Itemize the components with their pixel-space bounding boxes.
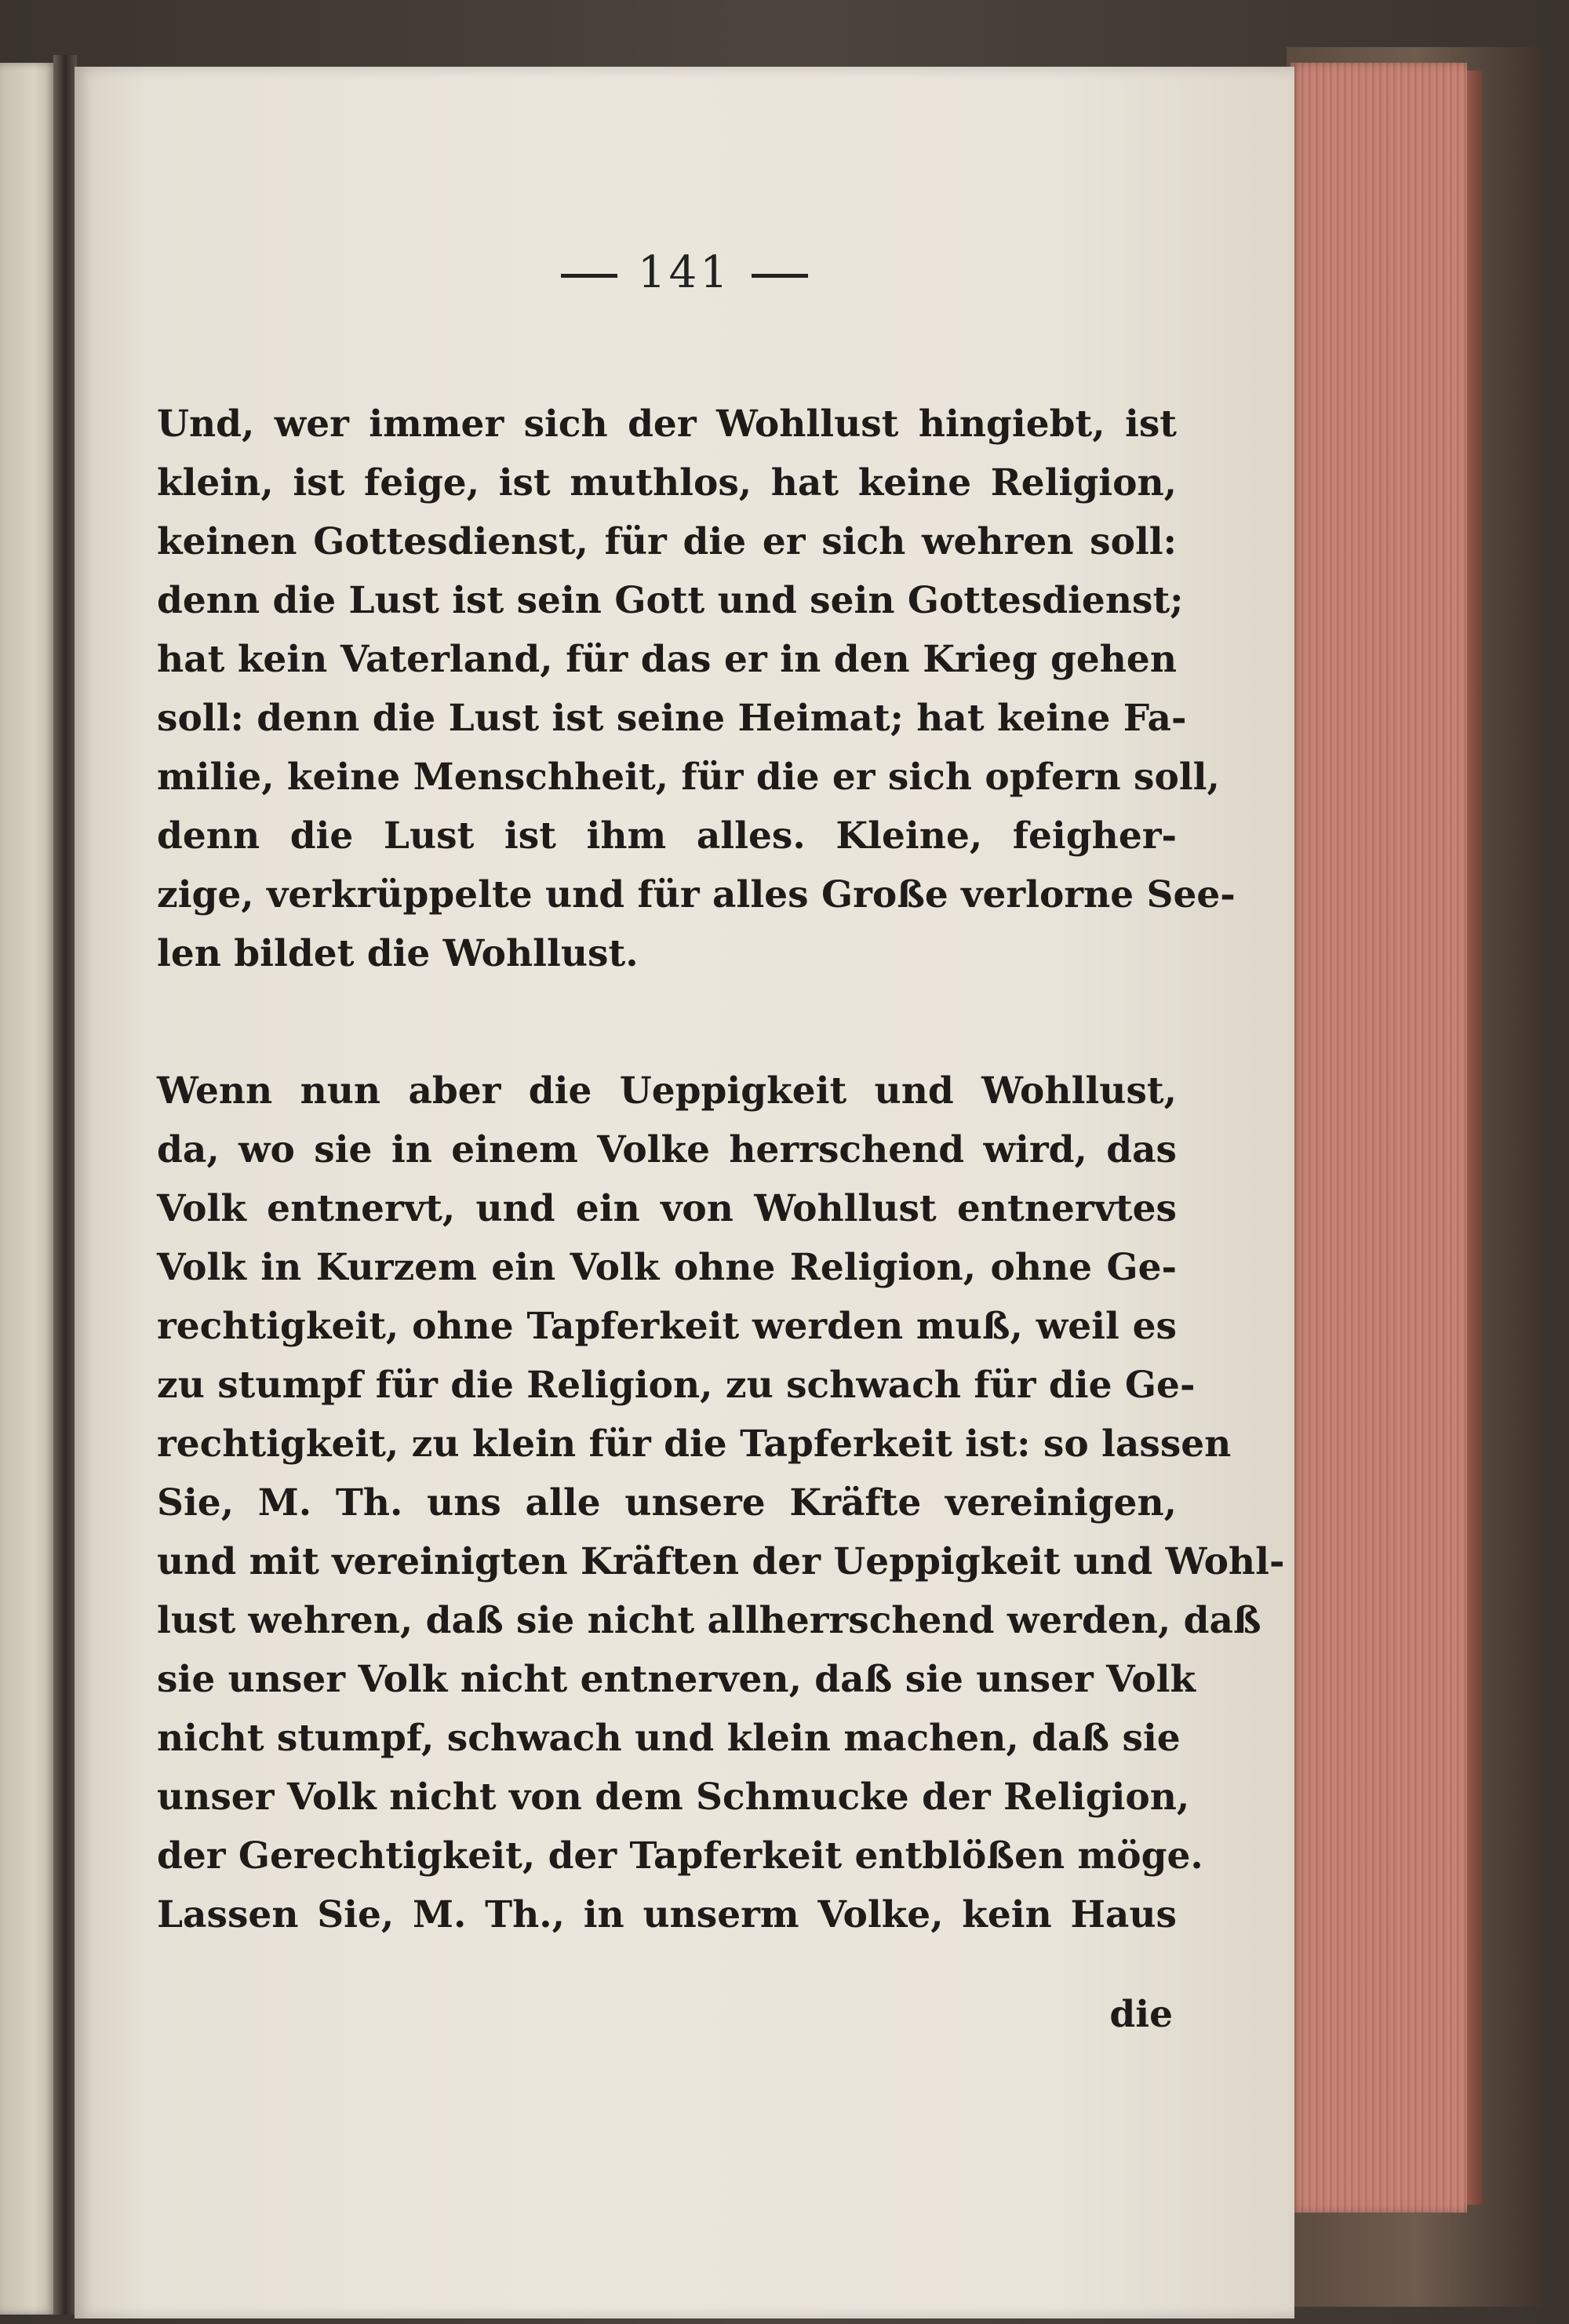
text-line: da, wo sie in einem Volke herrschend wird, das bbox=[157, 1128, 1177, 1171]
text-line: hat kein Vaterland, für das er in den Krieg gehen bbox=[157, 638, 1177, 681]
paragraph-1 bbox=[157, 395, 1236, 983]
catchword: die bbox=[1109, 1993, 1173, 2036]
header-dash-right bbox=[752, 274, 808, 278]
text-line: nicht stumpf, schwach und klein machen, daß sie bbox=[157, 1717, 1181, 1760]
text-line: Lassen Sie, M. Th., in unserm Volke, kein Haus bbox=[157, 1893, 1177, 1936]
paragraph-2 bbox=[157, 1062, 1285, 1944]
text-line: denn die Lust ist ihm alles. Kleine, feigher- bbox=[157, 814, 1177, 858]
text-line: und mit vereinigten Kräften der Ueppigkeit und Wohl- bbox=[157, 1540, 1285, 1583]
header-dash-left bbox=[561, 274, 617, 278]
text-line: soll: denn die Lust ist seine Heimat; hat keine Fa- bbox=[157, 697, 1187, 740]
text-line: sie unser Volk nicht entnerven, daß sie unser Volk bbox=[157, 1658, 1196, 1701]
text-line: der Gerechtigkeit, der Tapferkeit entblößen möge. bbox=[157, 1834, 1203, 1878]
text-line: zu stumpf für die Religion, zu schwach für die Ge- bbox=[157, 1364, 1196, 1407]
text-line: Sie, M. Th. uns alle unsere Kräfte vereinigen, bbox=[157, 1481, 1177, 1524]
page-header bbox=[75, 247, 1294, 298]
text-line: zige, verkrüppelte und für alles Große verlorne See- bbox=[157, 873, 1236, 916]
page-block-edges bbox=[1291, 63, 1467, 2213]
text-line: lust wehren, daß sie nicht allherrschend werden, daß bbox=[157, 1599, 1261, 1642]
text-line: unser Volk nicht von dem Schmucke der Religion, bbox=[157, 1776, 1190, 1819]
book-gutter bbox=[53, 55, 77, 2315]
page-block-shadow bbox=[1467, 71, 1483, 2205]
text-line: Volk entnervt, und ein von Wohllust entnervtes bbox=[157, 1187, 1177, 1230]
text-line: Volk in Kurzem ein Volk ohne Religion, ohne Ge- bbox=[157, 1246, 1177, 1289]
text-line: milie, keine Menschheit, für die er sich opfern soll, bbox=[157, 756, 1220, 799]
text-line: rechtigkeit, ohne Tapferkeit werden muß, weil es bbox=[157, 1305, 1177, 1348]
text-line: keinen Gottesdienst, für die er sich wehren soll: bbox=[157, 520, 1177, 563]
text-line: denn die Lust ist sein Gott und sein Gottesdienst; bbox=[157, 579, 1184, 622]
text-line: klein, ist feige, ist muthlos, hat keine Religion, bbox=[157, 461, 1177, 505]
previous-page-edge bbox=[0, 63, 56, 2315]
text-line: Wenn nun aber die Ueppigkeit und Wohllust, bbox=[157, 1069, 1177, 1113]
book-page bbox=[75, 67, 1294, 2319]
text-line: len bildet die Wohllust. bbox=[157, 932, 639, 975]
text-line: Und, wer immer sich der Wohllust hingiebt, ist bbox=[157, 403, 1177, 446]
text-line: rechtigkeit, zu klein für die Tapferkeit ist: so lassen bbox=[157, 1422, 1232, 1466]
page-number: 141 bbox=[638, 247, 731, 298]
